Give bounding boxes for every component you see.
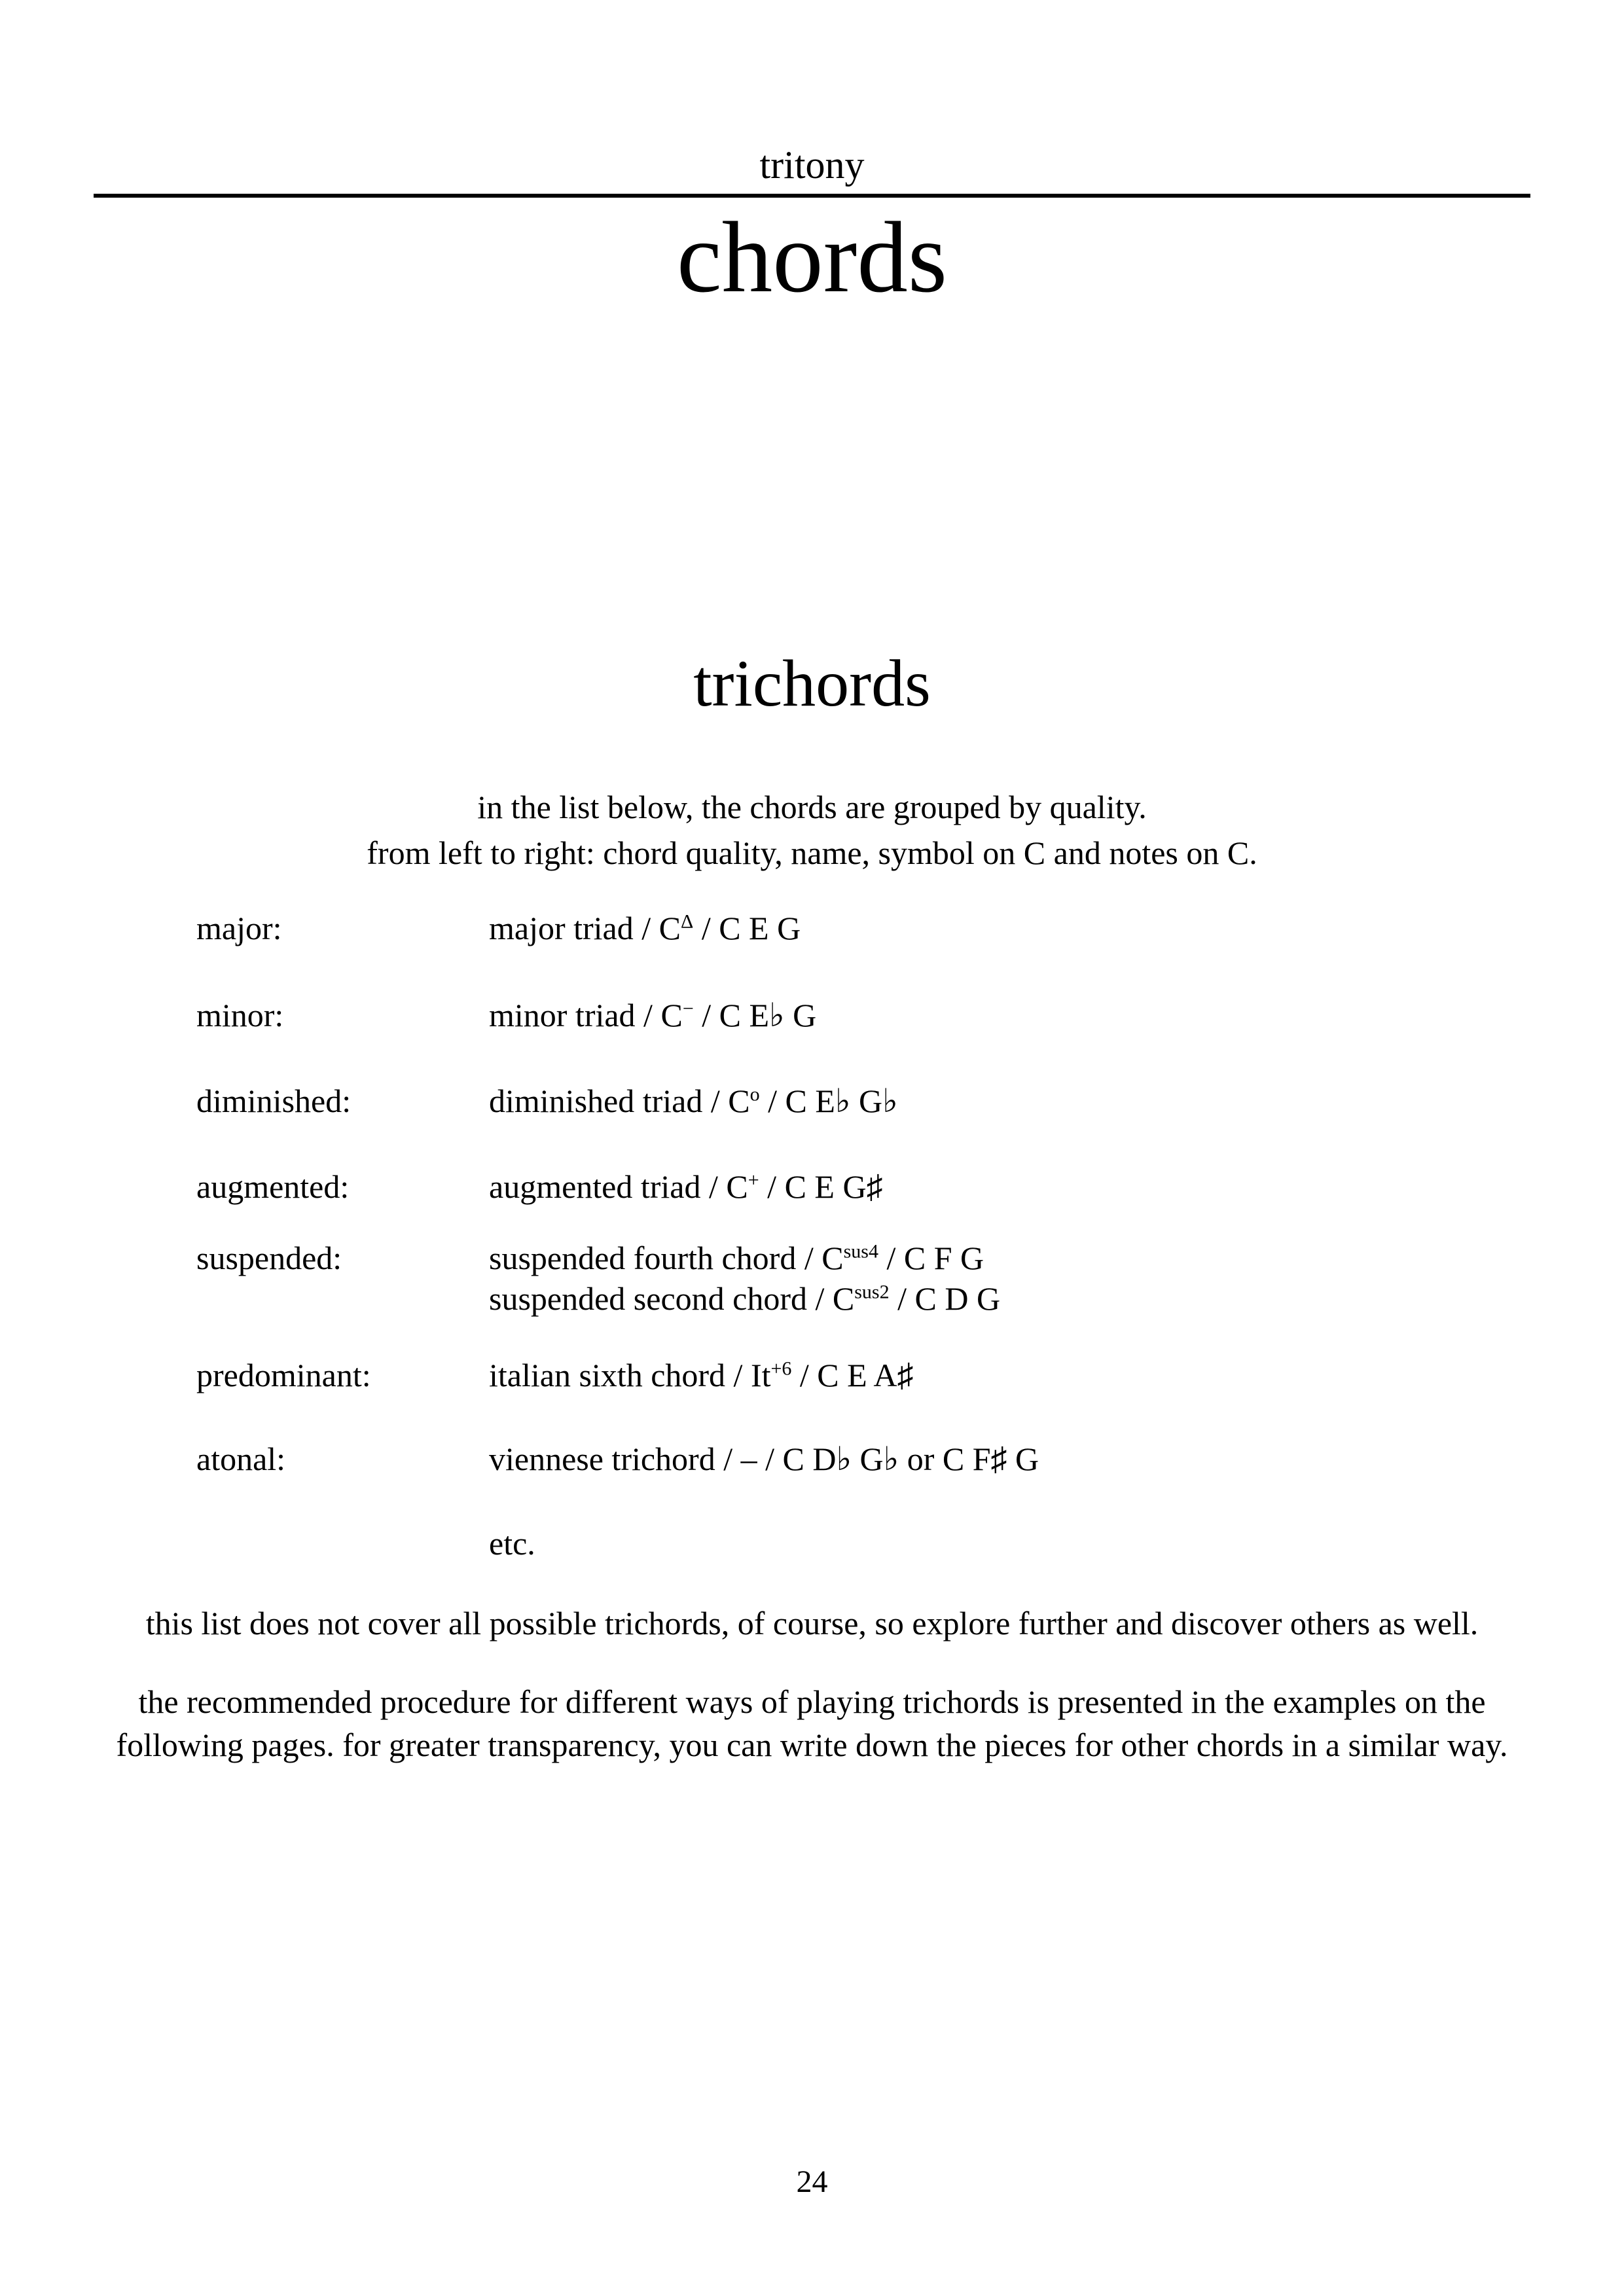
- chord-name: major triad /: [489, 910, 659, 946]
- running-header: tritony: [759, 143, 865, 187]
- note-paragraph-2: [52, 1680, 1572, 1767]
- chord-symbol: –: [740, 1441, 757, 1477]
- chord-quality-label: minor:: [196, 997, 284, 1033]
- chord-name: minor triad /: [489, 997, 661, 1033]
- chord-notes: / C F G: [878, 1240, 984, 1276]
- chord-description-line: [489, 1439, 1624, 1479]
- document-title: chords: [676, 201, 948, 314]
- chord-description: [489, 1081, 1624, 1121]
- header-divider-line: [94, 194, 1530, 198]
- page-number: 24: [796, 2164, 828, 2199]
- chord-quality-label: atonal:: [196, 1441, 286, 1477]
- chord-symbol-superscript: −: [682, 997, 694, 1020]
- intro-line-1: in the list below, the chords are grouped by quality.: [477, 789, 1147, 825]
- note-paragraph-2-line-2: following pages. for greater transparency, you can write down the pieces for other chords in a similar way.: [116, 1727, 1508, 1763]
- chord-notes: / C D G: [889, 1280, 1001, 1317]
- chord-quality-label: diminished:: [196, 1083, 352, 1119]
- chord-row-major: [0, 908, 1624, 948]
- intro-paragraph: [0, 784, 1624, 876]
- chord-row-augmented: [0, 1166, 1624, 1207]
- chord-description-line: [489, 1355, 1624, 1395]
- chord-row-predominant: [0, 1355, 1624, 1395]
- chord-name: suspended second chord /: [489, 1280, 833, 1317]
- chord-symbol-superscript: sus2: [854, 1281, 890, 1303]
- chord-notes: / C D♭ G♭ or C F♯ G: [757, 1441, 1039, 1477]
- chord-description: [489, 995, 1624, 1035]
- chord-description-line: [489, 1278, 1624, 1319]
- chord-quality-label: major:: [196, 910, 282, 946]
- chord-notes: / C E♭ G♭: [759, 1083, 898, 1119]
- chord-notes: / C E A♯: [791, 1357, 914, 1393]
- chord-symbol: C: [832, 1280, 855, 1317]
- chord-description-line: [489, 1166, 1624, 1207]
- chord-row-diminished: [0, 1081, 1624, 1121]
- chord-name: augmented triad /: [489, 1168, 727, 1205]
- chord-description: [489, 1238, 1624, 1319]
- chord-quality-label: augmented:: [196, 1168, 350, 1205]
- chord-description: [489, 1355, 1624, 1395]
- chord-description-line: [489, 995, 1624, 1035]
- chord-name: italian sixth chord /: [489, 1357, 751, 1393]
- chord-row-minor: [0, 995, 1624, 1035]
- chord-notes: / C E♭ G: [693, 997, 817, 1033]
- note-paragraph-2-line-1: the recommended procedure for different ways of playing trichords is presented in the examples on the: [138, 1683, 1486, 1720]
- intro-line-2: from left to right: chord quality, name, symbol on C and notes on C.: [367, 834, 1257, 871]
- chord-description: [489, 1439, 1624, 1479]
- chord-description-line: [489, 1081, 1624, 1121]
- chord-description: [489, 908, 1624, 948]
- chord-symbol: C: [659, 910, 681, 946]
- chord-quality-label: predominant:: [196, 1357, 371, 1393]
- chord-symbol: C: [728, 1083, 750, 1119]
- chord-quality-label: suspended:: [196, 1240, 342, 1276]
- chord-name: viennese trichord /: [489, 1441, 741, 1477]
- chord-name: suspended fourth chord /: [489, 1240, 822, 1276]
- chord-symbol: C: [660, 997, 683, 1033]
- chord-row-atonal: [0, 1439, 1624, 1479]
- chord-description: [489, 1166, 1624, 1207]
- note-paragraph-1: this list does not cover all possible trichords, of course, so explore further and discover others as well.: [145, 1605, 1479, 1641]
- chord-symbol: It: [750, 1357, 771, 1393]
- chord-symbol-superscript: o: [749, 1083, 760, 1105]
- chord-symbol-superscript: +6: [770, 1357, 792, 1380]
- chord-symbol: C: [726, 1168, 748, 1205]
- chord-symbol-superscript: +: [748, 1169, 759, 1191]
- chord-name: diminished triad /: [489, 1083, 729, 1119]
- chord-row-suspended: [0, 1238, 1624, 1319]
- etc-label: etc.: [489, 1525, 535, 1562]
- chord-description-line: [489, 908, 1624, 948]
- chord-symbol-superscript: Δ: [681, 910, 694, 933]
- chord-description-line: [489, 1238, 1624, 1278]
- chord-notes: / C E G: [693, 910, 801, 946]
- section-title: trichords: [693, 647, 931, 721]
- chord-notes: / C E G♯: [759, 1168, 883, 1205]
- chord-symbol-superscript: sus4: [843, 1240, 878, 1263]
- chord-symbol: C: [821, 1240, 844, 1276]
